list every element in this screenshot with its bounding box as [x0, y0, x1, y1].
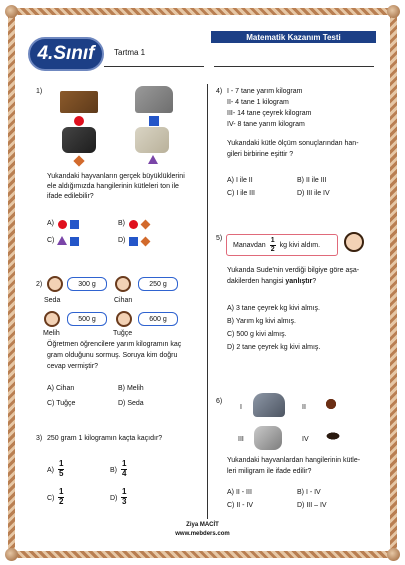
blue-square-icon — [129, 237, 138, 246]
red-circle-icon — [129, 220, 138, 229]
option-d[interactable]: D) 2 tane çeyrek kg kivi almış. — [227, 344, 321, 351]
question-text: gram olduğunu sormuş. Soruya kim doğru — [47, 352, 178, 359]
roman-label: II — [302, 404, 306, 411]
weight-bubble: 500 g — [67, 312, 107, 326]
question-text: ifade edilebilir? — [47, 193, 94, 200]
question-text: cevap vermiştir? — [47, 363, 98, 370]
site-link[interactable]: www.mebders.com — [175, 531, 230, 537]
header-underline — [214, 66, 374, 67]
spider-icon — [320, 395, 342, 413]
rope-border-right — [390, 10, 397, 555]
speech-callout — [226, 234, 338, 256]
option-c[interactable]: C) — [47, 495, 55, 502]
option-c[interactable]: C) I ile III — [227, 190, 256, 197]
option-a[interactable]: A) — [47, 220, 54, 227]
option-c[interactable]: C) 500 g kivi almış. — [227, 331, 287, 338]
question-text: Yukanda Sude'nin verdiği bilgiye göre aşa- — [227, 267, 360, 274]
blue-square-icon — [70, 220, 79, 229]
emphasis-word: yanlıştır — [285, 278, 313, 285]
option-d[interactable]: D) — [118, 237, 126, 244]
option-a[interactable]: A) I ile II — [227, 177, 253, 184]
orange-diamond-icon — [141, 237, 151, 247]
option-d[interactable]: D) III ile IV — [297, 190, 330, 197]
fraction: $\frac{1}{2}$ — [270, 237, 275, 253]
question-number: 2) — [36, 281, 43, 288]
fraction: $\frac{1}{5}$ — [59, 459, 64, 478]
option-b[interactable]: B) II ile III — [297, 177, 327, 184]
roman-label: IV — [302, 436, 309, 443]
sheep-icon — [135, 127, 169, 153]
option-d[interactable]: D) Seda — [118, 400, 144, 407]
student-name: Melih — [43, 330, 60, 337]
weight-bubble: 300 g — [67, 277, 107, 291]
boy-avatar-icon — [115, 276, 131, 292]
question-text: Öğretmen öğrencilere yarım kilogramın kaç — [47, 341, 182, 348]
question-text: Yukandaki hayvanlardan hangilerinin kütle- — [227, 457, 361, 464]
option-b[interactable]: B) — [110, 467, 117, 474]
purple-triangle-icon — [57, 236, 67, 245]
orange-diamond-icon — [73, 155, 84, 166]
rope-knot-icon — [387, 5, 400, 18]
subject-title: Matematik Kazanım Testi — [211, 31, 376, 43]
option-c[interactable]: C) — [47, 237, 55, 244]
girl-avatar-icon — [344, 232, 364, 252]
blue-square-icon — [70, 237, 79, 246]
question-text: 250 gram 1 kilogramın kaçta kaçıdır? — [47, 435, 163, 442]
red-circle-icon — [58, 220, 67, 229]
question-text: Yukandaki hayvanların gerçek büyüklüklerini — [47, 173, 185, 180]
option-d[interactable]: D) III – IV — [297, 502, 327, 509]
fraction: $\frac{1}{2}$ — [59, 487, 64, 506]
question-text: dakilerden hangisi yanlıştır? — [227, 278, 317, 285]
header-underline — [104, 66, 204, 67]
question-text: leri miligram ile ifade edilir? — [227, 468, 312, 475]
rope-knot-icon — [387, 548, 400, 561]
purple-triangle-icon — [148, 155, 158, 164]
orange-diamond-icon — [141, 220, 151, 230]
list-item: IV- 8 tane yarım kilogram — [227, 121, 305, 128]
list-item: I - 7 tane yarım kilogram — [227, 88, 303, 95]
question-number: 4) — [216, 88, 223, 95]
student-name: Tuğçe — [113, 330, 133, 337]
hippo-icon — [62, 127, 96, 153]
rope-border-left — [8, 10, 15, 555]
option-b[interactable]: B) I - IV — [297, 489, 321, 496]
red-circle-icon — [74, 116, 84, 126]
horse-icon — [60, 91, 98, 113]
rope-border-bottom — [10, 551, 395, 558]
column-divider — [207, 84, 208, 519]
option-b[interactable]: B) — [118, 220, 125, 227]
option-b[interactable]: B) Melih — [118, 385, 144, 392]
girl-avatar-icon — [116, 311, 132, 327]
question-number: 1) — [36, 88, 43, 95]
question-text: gileri birbirine eşittir ? — [227, 151, 294, 158]
question-number: 3) — [36, 435, 43, 442]
question-text: ele aldığımızda hangilerinin kütleleri ton ile — [47, 183, 179, 190]
elephant-icon — [135, 86, 173, 113]
boy-avatar-icon — [44, 311, 60, 327]
weight-bubble: 250 g — [138, 277, 178, 291]
topic-label: Tartma 1 — [114, 48, 146, 57]
question-number: 6) — [216, 398, 223, 405]
option-a[interactable]: A) Cihan — [47, 385, 75, 392]
ant-icon — [322, 430, 344, 442]
pigeon-icon — [253, 393, 285, 417]
question-number: 5) — [216, 235, 223, 242]
option-b[interactable]: B) Yarım kg kivi almış. — [227, 318, 296, 325]
option-c[interactable]: C) II - IV — [227, 502, 254, 509]
roman-label: I — [240, 404, 242, 411]
student-name: Seda — [44, 297, 61, 304]
fraction: $\frac{1}{4}$ — [122, 459, 127, 478]
callout-text: Manavdan — [233, 241, 266, 249]
option-c[interactable]: C) Tuğçe — [47, 400, 76, 407]
rope-knot-icon — [5, 5, 18, 18]
cat-icon — [254, 426, 282, 450]
weight-bubble: 600 g — [138, 312, 178, 326]
girl-avatar-icon — [47, 276, 63, 292]
rope-border-top — [10, 8, 395, 15]
option-a[interactable]: A) II - III — [227, 489, 252, 496]
blue-square-icon — [149, 116, 159, 126]
roman-label: III — [238, 436, 244, 443]
fraction: $\frac{1}{3}$ — [122, 487, 127, 506]
question-text: Yukandaki kütle ölçüm sonuçlarından han- — [227, 140, 359, 147]
rope-knot-icon — [5, 548, 18, 561]
grade-badge: 4.Sınıf — [28, 37, 104, 71]
option-a[interactable]: A) — [47, 467, 54, 474]
author-name: Ziya MACİT — [186, 522, 219, 528]
option-d[interactable]: D) — [110, 495, 118, 502]
list-item: III- 14 tane çeyrek kilogram — [227, 110, 312, 117]
callout-text: kg kivi aldım. — [279, 241, 321, 249]
student-name: Cihan — [114, 297, 133, 304]
list-item: II- 4 tane 1 kilogram — [227, 99, 289, 106]
option-a[interactable]: A) 3 tane çeyrek kg kivi almış. — [227, 305, 320, 312]
